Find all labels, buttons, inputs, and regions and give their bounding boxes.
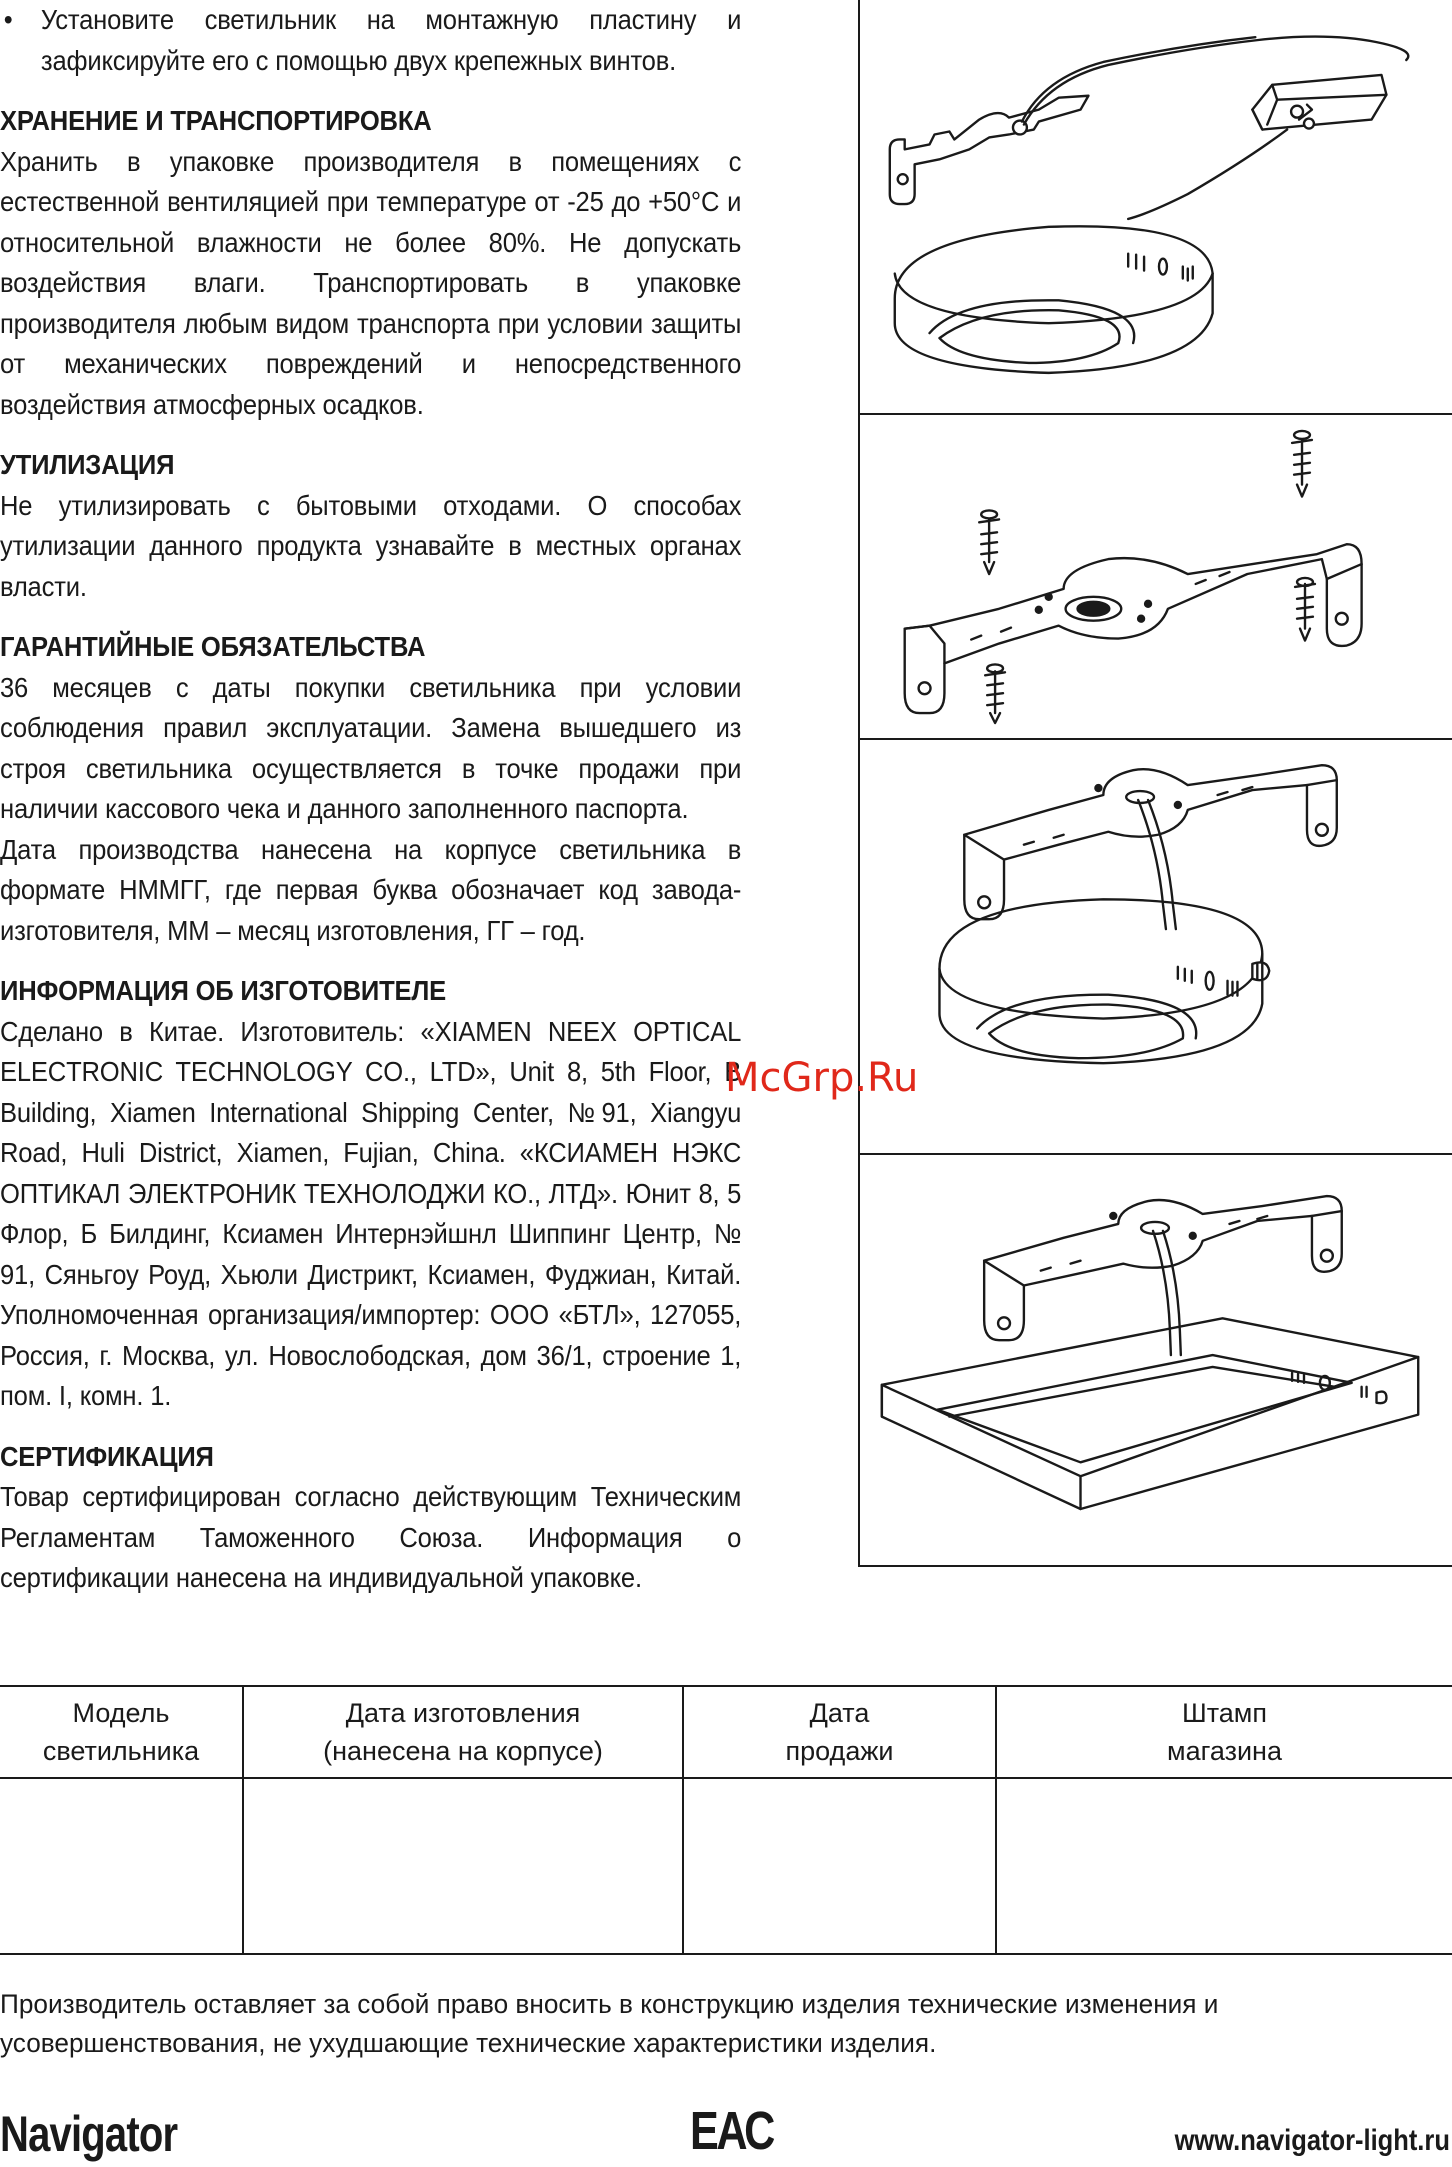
cell-sale-date[interactable] — [683, 1778, 996, 1954]
square-luminaire-mounting-illustration — [860, 1155, 1452, 1567]
website-link[interactable]: www.navigator-light.ru — [1174, 2124, 1450, 2157]
cell-model[interactable] — [0, 1778, 243, 1954]
figure-mounting-plate — [860, 415, 1452, 740]
registration-table — [0, 1685, 1452, 1955]
install-bullet-text: Установите светильник на монтажную пластину и зафиксируйте его с помощью двух крепежных винтов. — [40, 4, 742, 76]
header-manufacture-date: Дата изготовления (нанесена на корпусе) — [243, 1686, 683, 1778]
certification-heading: СЕРТИФИКАЦИЯ — [0, 1440, 214, 1472]
cell-store-stamp[interactable] — [996, 1778, 1452, 1954]
warranty-text: 36 месяцев с даты покупки светильника при условии соблюдения правил эксплуатации. Замена вышедшего из строя светильника осуществляется в точке продажи при наличии кассового чека и данного заполненного паспорта. — [0, 671, 742, 824]
installation-figures — [858, 0, 1452, 1567]
manufacturer-rights-note: Производитель оставляет за собой право вносить в конструкцию изделия технические изменения и усовершенствования, не ухудшающие технические характеристики изделия. — [0, 1989, 1219, 2058]
table-header-row — [0, 1686, 1452, 1778]
storage-heading: ХРАНЕНИЕ И ТРАНСПОРТИРОВКА — [0, 105, 432, 136]
navigator-logo: Navigator — [0, 2106, 178, 2162]
disposal-text: Не утилизировать с бытовыми отходами. О способах утилизации данного продукта узнавайте в местных органах власти. — [0, 489, 742, 602]
bullet-mark: • — [3, 4, 13, 35]
round-luminaire-with-driver-illustration — [860, 0, 1452, 413]
manufacturer-heading: ИНФОРМАЦИЯ ОБ ИЗГОТОВИТЕЛЕ — [0, 975, 447, 1006]
header-store-stamp: Штамп магазина — [996, 1686, 1452, 1778]
figure-square-mounting — [860, 1155, 1452, 1567]
certification-text: Товар сертифицирован согласно действующим Техническим Регламентам Таможенного Союза. Информация о сертификации нанесена на индивидуальной упаковке. — [0, 1481, 742, 1593]
header-model: Модель светильника — [0, 1686, 243, 1778]
cell-manufacture-date[interactable] — [243, 1778, 683, 1954]
storage-text: Хранить в упаковке производителя в помещениях с естественной вентиляцией при температуре от -25 до +50°С и относительной влажности не более 80%. Не допускать воздействия влаги. Транспортировать в упаковке производителя любым видом транспорта при условии защиты от механических повреждений и непосредственного воздействия атмосферных осадков. — [0, 145, 742, 420]
disposal-heading: УТИЛИЗАЦИЯ — [0, 449, 175, 480]
eac-mark: ЕАС — [690, 2101, 773, 2161]
figure-round-mounting — [860, 740, 1452, 1155]
header-sale-date: Дата продажи — [683, 1686, 996, 1778]
production-date-text: Дата производства нанесена на корпусе светильника в формате НММГГ, где первая буква обозначает код завода-изготовителя, ММ – месяц изготовления, ГГ – год. — [0, 833, 742, 946]
mounting-plate-with-screws-illustration — [860, 415, 1452, 738]
text-column — [0, 0, 741, 1599]
warranty-heading: ГАРАНТИЙНЫЕ ОБЯЗАТЕЛЬСТВА — [0, 631, 426, 662]
round-luminaire-mounting-illustration — [860, 740, 1452, 1153]
table-entry-row — [0, 1778, 1452, 1954]
manufacturer-text: Сделано в Китае. Изготовитель: «XIAMEN NEEX OPTICAL ELECTRONIC TECHNOLOGY CO., LTD», Unit 8, 5th Floor, B Building, Xiamen International Shipping Center, №91, Xiangyu Road, Huli District, Xiamen, Fujian, China. «КСИАМЕН НЭКС ОПТИКАЛ ЭЛЕКТРОНИК ТЕХНОЛОДЖИ КО., ЛТД». Юнит 8, 5 Флор, Б Билдинг, Ксиамен Интернэйшнл Шиппинг Центр, № 91, Сяньгоу Роуд, Хьюли Дистрикт, Ксиамен, Фуджиан, Китай. Уполномоченная организация/импортер: ООО «БТЛ», 127055, Россия, г. Москва, ул. Новослободская, дом 36/1, строение 1, пом. I, комн. 1. — [0, 1015, 742, 1411]
watermark: McGrp.Ru — [725, 1055, 919, 1101]
install-bullet — [0, 0, 741, 81]
figure-round-with-driver — [860, 0, 1452, 415]
